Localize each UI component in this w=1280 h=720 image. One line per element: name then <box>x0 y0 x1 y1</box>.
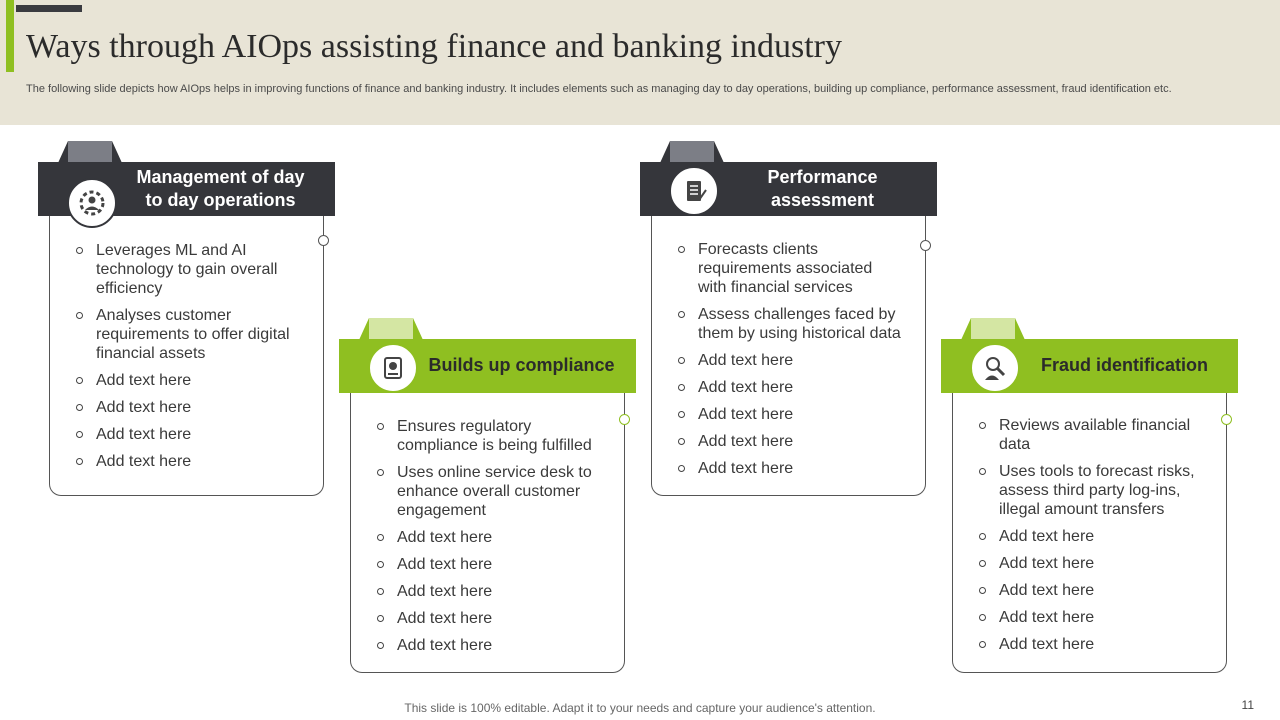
detective-search-icon <box>970 343 1020 393</box>
accent-bar <box>6 0 14 72</box>
list-item: Add text here <box>374 555 599 574</box>
list-item: Assess challenges faced by them by using historical data <box>675 305 905 343</box>
card-tab <box>660 141 724 163</box>
list-item: Add text here <box>675 405 905 424</box>
list-item: Add text here <box>976 608 1201 627</box>
list-item: Ensures regulatory compliance is being fulfilled <box>374 417 599 455</box>
list-item: Add text here <box>73 452 298 471</box>
connector-dot <box>619 414 630 425</box>
list-item: Add text here <box>374 636 599 655</box>
card-list <box>73 241 298 479</box>
list-item: Analyses customer requirements to offer digital financial assets <box>73 306 298 363</box>
list-item: Add text here <box>976 554 1201 573</box>
list-item: Add text here <box>374 582 599 601</box>
list-item: Add text here <box>73 425 298 444</box>
card-title: Builds up compliance <box>428 355 615 375</box>
certificate-icon <box>368 343 418 393</box>
list-item: Add text here <box>675 459 905 478</box>
card-tab <box>961 318 1025 340</box>
list-item: Add text here <box>374 609 599 628</box>
list-item: Add text here <box>374 528 599 547</box>
footer-note: This slide is 100% editable. Adapt it to your needs and capture your audience's attention. <box>404 701 876 715</box>
list-item: Add text here <box>675 378 905 397</box>
list-item: Reviews available financial data <box>976 416 1201 454</box>
card-list <box>976 416 1201 662</box>
list-item: Add text here <box>675 351 905 370</box>
connector-dot <box>1221 414 1232 425</box>
list-item: Add text here <box>976 581 1201 600</box>
card-title: Fraud identification <box>1040 355 1208 375</box>
list-item: Add text here <box>675 432 905 451</box>
connector-dot <box>920 240 931 251</box>
list-item: Uses online service desk to enhance overall customer engagement <box>374 463 599 520</box>
page-title: Ways through AIOps assisting finance and banking industry <box>26 28 842 65</box>
accent-line <box>16 5 82 12</box>
card-list <box>675 240 905 486</box>
page-subtitle: The following slide depicts how AIOps helps in improving functions of finance and banking industry. It includes elements such as managing day to day operations, building up compliance, performance assessment, fraud identification etc. <box>26 83 1172 95</box>
card-title: Performance assessment <box>767 167 878 210</box>
connector-dot <box>318 235 329 246</box>
card-tab <box>58 141 122 163</box>
card-title: Management of day to day operations <box>136 167 305 210</box>
list-item: Add text here <box>73 371 298 390</box>
list-item: Add text here <box>73 398 298 417</box>
card-tab <box>359 318 423 340</box>
page-number: 11 <box>1241 698 1254 712</box>
list-item: Uses tools to forecast risks, assess third party log-ins, illegal amount transfers <box>976 462 1201 519</box>
card-list <box>374 417 599 663</box>
list-item: Leverages ML and AI technology to gain overall efficiency <box>73 241 298 298</box>
header-band <box>0 0 1280 125</box>
clipboard-checklist-icon <box>669 166 719 216</box>
list-item: Forecasts clients requirements associated with financial services <box>675 240 905 297</box>
list-item: Add text here <box>976 527 1201 546</box>
list-item: Add text here <box>976 635 1201 654</box>
